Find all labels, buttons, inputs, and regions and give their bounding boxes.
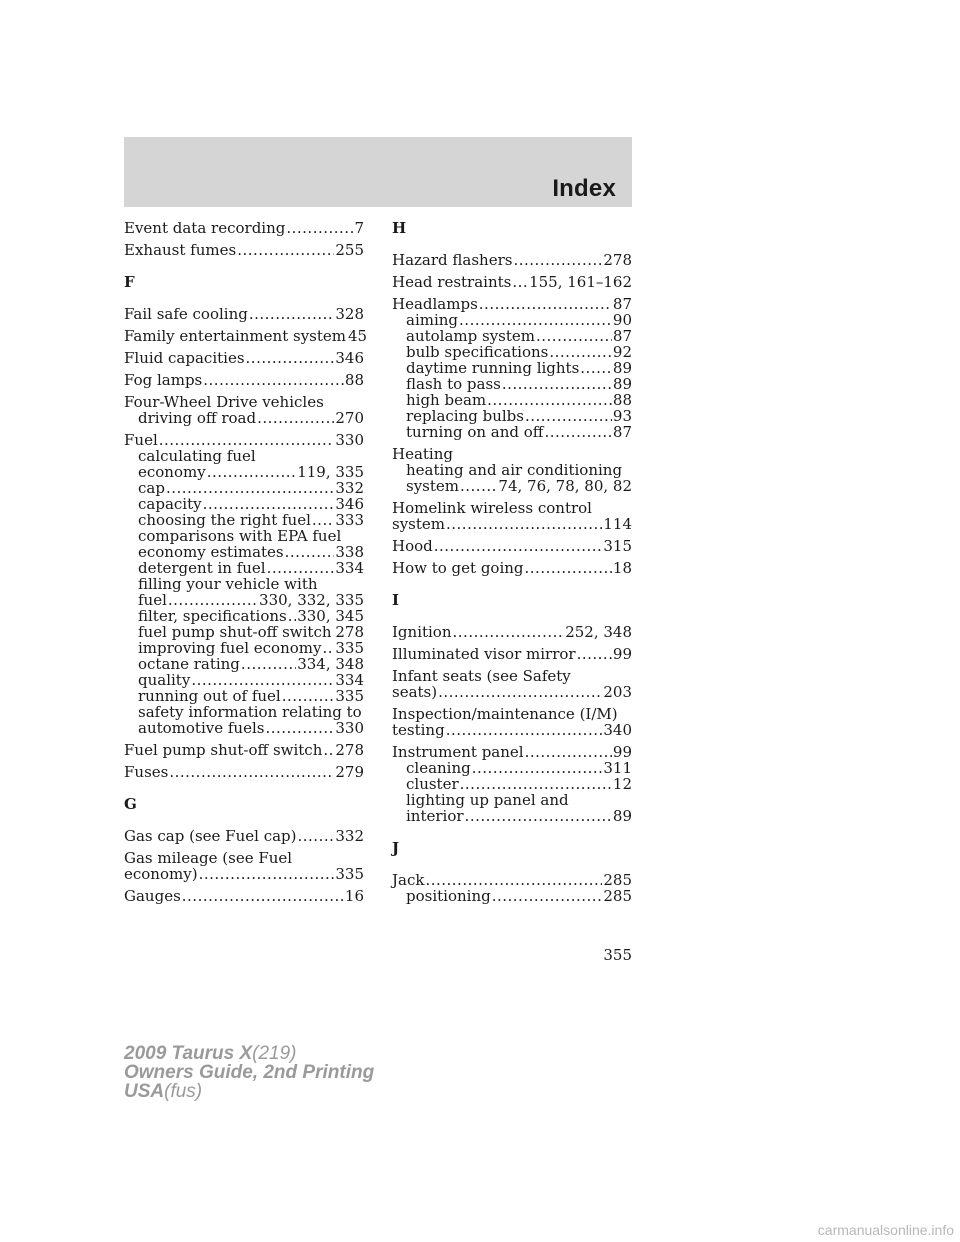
index-subentry [124, 576, 364, 592]
index-entry [124, 394, 364, 426]
index-term: Homelink wireless control [392, 499, 592, 517]
index-term: Headlamps [392, 295, 478, 313]
index-term: Fluid capacities [124, 349, 245, 367]
index-page-ref[interactable]: 74, 76, 78, 80, 82 [498, 477, 632, 495]
dot-leader [513, 252, 602, 268]
index-term: Inspection/maintenance (I/M) [392, 705, 618, 723]
index-entry [124, 850, 364, 882]
index-entry-line [392, 744, 632, 760]
index-entry [392, 706, 632, 738]
index-page-ref[interactable]: 278 [335, 741, 364, 759]
index-term: detergent in fuel [138, 559, 266, 577]
dot-leader [434, 538, 603, 554]
index-page-ref[interactable]: 255 [335, 241, 364, 259]
dot-leader [199, 866, 335, 882]
index-subentry [124, 448, 364, 464]
index-page-ref[interactable]: 252, 348 [565, 623, 632, 641]
index-term: turning on and off [406, 423, 544, 441]
index-page-ref[interactable]: 346 [335, 349, 364, 367]
dot-leader [207, 464, 297, 480]
index-term: Fail safe cooling [124, 305, 248, 323]
index-entry [124, 242, 364, 258]
dot-leader [465, 808, 612, 824]
index-entry-line [124, 220, 364, 236]
index-entry-line [392, 538, 632, 554]
dot-leader [246, 350, 335, 366]
index-entry [392, 446, 632, 494]
index-page-ref[interactable]: 278 [335, 623, 364, 641]
index-term: heating and air conditioning [406, 461, 623, 479]
index-subentry [392, 776, 632, 792]
index-subentry [124, 608, 364, 624]
index-letter-heading: I [392, 591, 400, 609]
dot-leader [502, 376, 612, 392]
dot-leader [577, 646, 612, 662]
index-term: improving fuel economy [138, 639, 322, 657]
index-page-ref[interactable]: 87 [612, 295, 632, 313]
index-subentry [124, 640, 364, 656]
header-bar [124, 137, 632, 207]
footer-guide: Owners Guide, 2nd Printing [124, 1062, 375, 1083]
index-entry-line [124, 306, 364, 322]
index-page-ref[interactable]: 88 [344, 371, 364, 389]
index-entry [392, 560, 632, 576]
footer-line-guide [124, 1063, 374, 1082]
dot-leader [487, 392, 612, 408]
index-page-ref[interactable]: 203 [603, 683, 632, 701]
index-page-ref[interactable]: 328 [335, 305, 364, 323]
index-subentry [392, 392, 632, 408]
index-entry-line [392, 560, 632, 576]
dot-leader [257, 410, 334, 426]
dot-leader [249, 306, 335, 322]
index-page-ref[interactable]: 315 [603, 537, 632, 555]
index-term: Infant seats (see Safety [392, 667, 571, 685]
index-page-ref[interactable]: 346 [335, 495, 364, 513]
index-page-ref[interactable]: 89 [612, 375, 632, 393]
index-subentry [124, 544, 364, 560]
index-subentry [392, 760, 632, 776]
footer-line-region [124, 1082, 374, 1101]
index-term: filling your vehicle with [138, 575, 318, 593]
index-term: cluster [406, 775, 459, 793]
index-page-ref[interactable]: 119, 335 [297, 463, 364, 481]
index-entry [124, 888, 364, 904]
dot-leader [312, 512, 334, 528]
index-page-ref[interactable]: 340 [603, 721, 632, 739]
index-entry [124, 327, 368, 345]
index-page-ref[interactable]: 89 [612, 807, 632, 825]
dot-leader [267, 560, 335, 576]
dot-leader [580, 360, 612, 376]
index-subentry [124, 704, 364, 720]
index-subentry [392, 376, 632, 392]
index-term: positioning [406, 887, 491, 905]
index-term: Gas mileage (see Fuel [124, 849, 293, 867]
index-term: Fuses [124, 763, 169, 781]
index-entry-line [392, 722, 632, 738]
index-entry [392, 538, 632, 554]
index-entry [124, 220, 364, 236]
dot-leader [472, 760, 603, 776]
index-term: bulb specifications [406, 343, 549, 361]
dot-leader [322, 640, 334, 656]
index-term: high beam [406, 391, 487, 409]
index-term: quality [138, 671, 191, 689]
index-term: calculating fuel [138, 447, 256, 465]
index-term: capacity [138, 495, 202, 513]
dot-leader [460, 776, 612, 792]
index-subentry [124, 592, 364, 608]
index-subentry [124, 624, 364, 640]
footer-line-model [124, 1044, 374, 1063]
index-entry-line [124, 742, 364, 758]
index-page-ref[interactable]: 335 [335, 639, 364, 657]
index-subentry [124, 688, 364, 704]
dot-leader [282, 688, 335, 704]
index-term: choosing the right fuel [138, 511, 311, 529]
index-term: Fuel pump shut-off switch [124, 741, 323, 759]
index-subentry [124, 672, 364, 688]
index-term: autolamp system [406, 327, 535, 345]
footer [124, 1044, 374, 1101]
index-page-ref[interactable]: 99 [612, 743, 632, 761]
index-subentry [392, 424, 632, 440]
index-term: fuel [138, 591, 167, 609]
dot-leader [323, 742, 334, 758]
dot-leader [168, 592, 258, 608]
index-subentry [124, 480, 364, 496]
dot-leader [191, 672, 334, 688]
index-entry [392, 668, 632, 700]
index-term: cap [138, 479, 165, 497]
index-term: filter, specifications [138, 607, 287, 625]
index-term: lighting up panel and [406, 791, 569, 809]
index-term: daytime running lights [406, 359, 580, 377]
index-page-ref[interactable]: 99 [612, 645, 632, 663]
index-term: testing [392, 721, 445, 739]
index-letter-heading: G [124, 795, 137, 813]
index-entry-line [392, 516, 632, 532]
index-page-ref[interactable]: 330, 332, 335 [259, 591, 364, 609]
index-entry-line [392, 446, 632, 462]
index-page-ref[interactable]: 332 [335, 479, 364, 497]
index-subentry [392, 344, 632, 360]
index-page-ref[interactable]: 311 [603, 759, 632, 777]
index-page-ref[interactable]: 285 [603, 887, 632, 905]
index-page-ref[interactable]: 335 [335, 687, 364, 705]
index-subentry [392, 312, 632, 328]
index-page-ref[interactable]: 334 [335, 559, 364, 577]
index-subentry [124, 410, 364, 426]
index-entry [124, 432, 364, 736]
index-entry [392, 624, 632, 640]
index-entry [392, 744, 632, 824]
index-term: Heating [392, 445, 453, 463]
index-page-ref[interactable]: 270 [335, 409, 364, 427]
index-page-ref[interactable]: 333 [335, 511, 364, 529]
dot-leader [203, 496, 335, 512]
dot-leader [525, 408, 612, 424]
index-subentry [392, 478, 632, 494]
dot-leader [203, 372, 344, 388]
dot-leader [512, 274, 528, 290]
dot-leader [425, 872, 602, 888]
index-entry [124, 350, 364, 366]
index-term: Fuel [124, 431, 158, 449]
index-subentry [124, 720, 364, 736]
index-term: flash to pass [406, 375, 501, 393]
dot-leader [459, 312, 612, 328]
index-entry [392, 872, 632, 904]
index-column-right [392, 220, 632, 910]
index-page-ref[interactable]: 334 [335, 671, 364, 689]
index-term: economy estimates [138, 543, 284, 561]
index-entry [124, 742, 364, 758]
index-page-ref[interactable]: 278 [603, 251, 632, 269]
index-page-ref[interactable]: 334, 348 [297, 655, 364, 673]
index-entry [124, 372, 364, 388]
index-subentry [124, 656, 364, 672]
index-entry-line [124, 764, 364, 780]
index-term: replacing bulbs [406, 407, 524, 425]
index-term: driving off road [138, 409, 257, 427]
dot-leader [265, 720, 334, 736]
index-page-ref[interactable]: 87 [612, 423, 632, 441]
footer-region: USA [124, 1081, 165, 1102]
dot-leader [438, 684, 602, 700]
index-term: Illuminated visor mirror [392, 645, 576, 663]
index-page-ref[interactable]: 12 [612, 775, 632, 793]
index-subentry [392, 408, 632, 424]
index-entry-line [124, 850, 364, 866]
index-term: Head restraints [392, 273, 512, 291]
index-term: automotive fuels [138, 719, 265, 737]
index-letter-heading: J [392, 839, 400, 857]
index-page-ref[interactable]: 332 [335, 827, 364, 845]
index-entry-line [124, 432, 364, 448]
index-entry [124, 828, 364, 844]
index-term: fuel pump shut-off switch [138, 623, 332, 641]
index-entry [392, 252, 632, 268]
index-entry-line [392, 500, 632, 516]
index-term: How to get going [392, 559, 524, 577]
index-term: economy [138, 463, 206, 481]
index-page-ref[interactable]: 330 [335, 431, 364, 449]
index-term: Ignition [392, 623, 452, 641]
index-term: Exhaust fumes [124, 241, 237, 259]
index-page-ref[interactable]: 338 [335, 543, 364, 561]
index-entry [124, 306, 364, 322]
index-page-ref[interactable]: 330, 345 [297, 607, 364, 625]
index-subentry [392, 888, 632, 904]
index-term: Instrument panel [392, 743, 524, 761]
index-term: Hazard flashers [392, 251, 513, 269]
dot-leader [544, 424, 611, 440]
page-number: 355 [603, 946, 632, 964]
dot-leader [182, 888, 344, 904]
index-entry-line [392, 252, 632, 268]
index-page-ref[interactable]: 279 [335, 763, 364, 781]
index-subentry [124, 560, 364, 576]
page-title: Index [552, 175, 616, 202]
index-subentry [392, 792, 632, 808]
index-page-ref[interactable]: 87 [612, 327, 632, 345]
index-subentry [392, 808, 632, 824]
dot-leader [166, 480, 334, 496]
index-term: interior [406, 807, 464, 825]
footer-region-code: (fus) [164, 1081, 203, 1102]
index-subentry [124, 528, 364, 544]
index-term: seats) [392, 683, 438, 701]
index-page-ref[interactable]: 90 [612, 311, 632, 329]
index-column-left [124, 219, 368, 910]
index-entry [392, 296, 632, 440]
index-term: aiming [406, 311, 459, 329]
index-entry-line [392, 872, 632, 888]
index-entry-line [392, 706, 632, 722]
index-page-ref[interactable]: 88 [612, 391, 632, 409]
index-term: system [392, 515, 445, 533]
index-term: Hood [392, 537, 433, 555]
index-entry [392, 274, 632, 290]
index-term: Fog lamps [124, 371, 203, 389]
index-entry-line [124, 828, 364, 844]
index-entry [392, 500, 632, 532]
dot-leader [286, 220, 353, 236]
dot-leader [453, 624, 565, 640]
footer-model-code: (219) [252, 1043, 297, 1064]
index-subentry [124, 512, 364, 528]
index-term: running out of fuel [138, 687, 281, 705]
index-entry-line [124, 327, 368, 345]
dot-leader [446, 516, 602, 532]
watermark[interactable]: carmanualsonline.info [817, 1222, 954, 1238]
index-entry [392, 646, 632, 662]
index-subentry [124, 464, 364, 480]
index-page-ref[interactable]: 330 [335, 719, 364, 737]
dot-leader [525, 744, 612, 760]
index-entry-line [124, 350, 364, 366]
index-entry-line [392, 684, 632, 700]
dot-leader [333, 624, 335, 640]
index-term: comparisons with EPA fuel [138, 527, 342, 545]
dot-leader [288, 608, 296, 624]
index-term: Four-Wheel Drive vehicles [124, 393, 324, 411]
dot-leader [241, 656, 296, 672]
index-page-ref[interactable]: 7 [354, 219, 364, 237]
index-letter-heading: F [124, 273, 135, 291]
index-term: Jack [392, 871, 425, 889]
index-term: octane rating [138, 655, 240, 673]
index-page-ref[interactable]: 155, 161–162 [529, 273, 632, 291]
index-subentry [124, 496, 364, 512]
index-subentry [392, 462, 632, 478]
index-subentry [392, 360, 632, 376]
index-entry-line [392, 668, 632, 684]
index-entry-line [392, 274, 632, 290]
index-entry-line [392, 646, 632, 662]
index-term: cleaning [406, 759, 471, 777]
dot-leader [525, 560, 612, 576]
dot-leader [479, 296, 612, 312]
dot-leader [159, 432, 335, 448]
index-term: Gauges [124, 887, 181, 905]
index-page-ref[interactable]: 16 [344, 887, 364, 905]
index-term: Event data recording [124, 219, 286, 237]
dot-leader [549, 344, 612, 360]
dot-leader [237, 242, 334, 258]
index-term: system [406, 477, 459, 495]
index-page-ref[interactable]: 285 [603, 871, 632, 889]
index-term: economy) [124, 865, 198, 883]
index-entry-line [124, 888, 364, 904]
dot-leader [492, 888, 603, 904]
index-entry-line [392, 624, 632, 640]
index-subentry [392, 328, 632, 344]
index-term: safety information relating to [138, 703, 362, 721]
index-page-ref[interactable]: 114 [603, 515, 632, 533]
index-page-ref[interactable]: 18 [612, 559, 632, 577]
index-entry-line [124, 394, 364, 410]
index-entry-line [124, 372, 364, 388]
index-term: Family entertainment system [124, 327, 346, 345]
index-term: Gas cap (see Fuel cap) [124, 827, 297, 845]
dot-leader [536, 328, 612, 344]
index-page-ref[interactable]: 45 [348, 327, 368, 345]
dot-leader [460, 478, 497, 494]
index-page-ref[interactable]: 93 [612, 407, 632, 425]
index-entry-line [392, 296, 632, 312]
dot-leader [169, 764, 334, 780]
dot-leader [285, 544, 335, 560]
index-letter-heading: H [392, 219, 407, 237]
index-entry-line [124, 866, 364, 882]
index-page-ref[interactable]: 335 [335, 865, 364, 883]
index-entry [124, 764, 364, 780]
dot-leader [446, 722, 603, 738]
index-entry-line [124, 242, 364, 258]
index-page-ref[interactable]: 92 [612, 343, 632, 361]
footer-model: 2009 Taurus X [124, 1043, 253, 1064]
dot-leader [298, 828, 335, 844]
index-page-ref[interactable]: 89 [612, 359, 632, 377]
